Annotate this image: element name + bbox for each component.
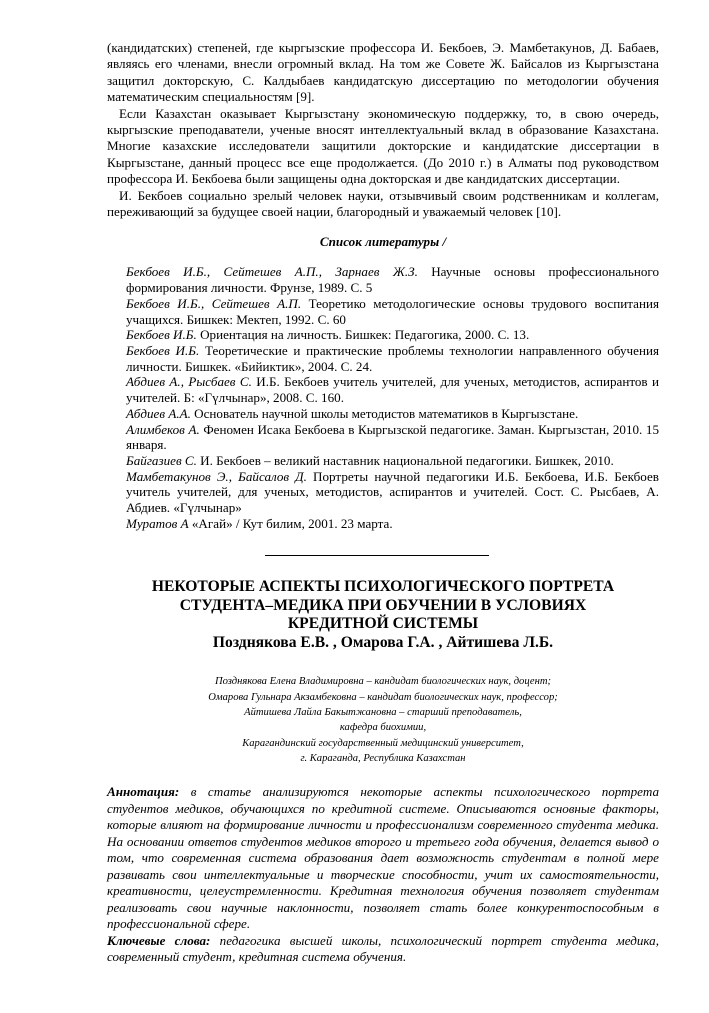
affiliation-line: кафедра биохимии, [339,722,427,734]
reference-author: Бекбоев И.Б., Сейтешев А.П. [126,295,302,311]
affiliation-line: г. Караганда, Республика Казахстан [300,752,466,764]
abstract [107,784,659,933]
reference-author: Бекбоев И.Б. [126,327,197,343]
keywords [107,933,659,966]
reference-text: Научные основы профессионального формирования личности. Фрунзе, 1989. С. 5 [126,264,660,296]
reference-author: Абдиев А., Рысбаев С. [126,374,252,390]
reference-item [126,374,659,405]
reference-author: Алимбеков А. [126,421,200,437]
article-title-line: НЕКОТОРЫЕ АСПЕКТЫ ПСИХОЛОГИЧЕСКОГО ПОРТРЕТА [151,578,615,596]
affiliation-line: Карагандинский государственный медицинский университет, [242,737,524,749]
bibliography-list [107,264,659,531]
article-title-line: КРЕДИТНОЙ СИСТЕМЫ [287,615,479,633]
paragraph-1: (кандидатских) степеней, где кыргызские профессора И. Бекбоев, Э. Мамбетакунов, Д. Бабаев, являясь его членами, внесли огромный вклад. На том же Совете Ж. Байсалов из Кыргызстана защитил докторскую, С. Калдыбаев кандидатскую диссертацию по методологии обучения математическим специальностям [9]. [107,40,659,105]
affiliation-line: Омарова Гульнара Акзамбековна – кандидат биологических наук, профессор; [208,691,558,703]
reference-author: Муратов А [126,515,189,531]
bibliography-title: Список литературы / [319,234,447,250]
article-authors: Позднякова Е.В. , Омарова Г.А. , Айтишева Л.Б. [212,633,554,651]
abstract-text: в статье анализируются некоторые аспекты психологического портрета студентов медиков, обучающихся по кредитной системе. Описываются основные факторы, которые влияют на формирование личности и профессионализм современного студента медика. На основании ответов студентов медиков второго и третьего года обучения, делается вывод о том, что современная система образования дает возможность студентам в полной мере развивать свои интеллектуальные и творческие способности, учит их самостоятельности, креативности, целеустремленности. Кредитная технология обучения позволяет студентам реализовать свои научные наклонности, позволяет стать более конкурентоспособным в профессиональной сфере. [107,784,659,932]
reference-text: Теоретико методологические основы трудового воспитания учащихся. Бишкек: Мектеп, 1992. С. 60 [126,295,659,327]
reference-item [126,453,659,469]
reference-text: Ориентация на личность. Бишкек: Педагогика, 2000. С. 13. [196,327,530,343]
reference-item [126,422,659,453]
reference-item [126,264,659,295]
reference-author: Бекбоев И.Б., Сейтешев А.П., Зарнаев Ж.З. [126,264,418,280]
reference-text: И. Бекбоев – великий наставник национальной педагогики. Бишкек, 2010. [196,452,614,468]
keywords-text: педагогика высшей школы, психологический портрет студента медика, современный студент, кредитная система обучения. [107,932,659,965]
reference-item [126,469,659,516]
abstract-label: Аннотация: [107,784,180,800]
reference-author: Бекбоев И.Б. [126,342,200,358]
reference-item [126,516,659,532]
affiliation-line: Айтишева Лайла Бакытжановна – старший преподаватель, [244,707,522,719]
reference-text: «Агай» / Кут билим, 2001. 23 марта. [188,515,393,531]
reference-text: Феномен Исака Бекбоева в Кыргызской педагогике. Заман. Кыргызстан, 2010. 15 января. [126,421,660,453]
reference-text: Теоретические и практические проблемы технологии направленного обучения личности. Бишкек. «Бийиктик», 2004. С. 24. [126,342,659,374]
paragraph-2: Если Казахстан оказывает Кыргызстану экономическую поддержку, то, в свою очередь, кыргызские преподаватели, ученые вносят интеллектуальный вклад в образование Казахстана. Многие казахские исследователи защитили докторские и кандидатские диссертации в Кыргызстане, данный процесс все еще продолжается. (До 2010 г.) в Алматы под руководством профессора И. Бекбоева были защищены одна докторская и две кандидатских диссертации. [107,105,659,187]
reference-author: Абдиев А.А. [126,405,191,421]
author-affiliations [107,674,659,766]
document-page [107,40,659,966]
section-divider [265,555,489,556]
article-title [107,578,659,634]
paragraph-3: И. Бекбоев социально зрелый человек науки, отзывчивый своим родственникам и коллегам, переживающий за будущее своей нации, благородный и уважаемый человек [10]. [107,187,659,220]
reference-item [126,343,659,374]
keywords-label: Ключевые слова: [107,932,211,948]
reference-item [126,296,659,327]
affiliation-line: Позднякова Елена Владимировна – кандидат биологических наук, доцент; [214,676,552,688]
reference-text: Портреты научной педагогики И.Б. Бекбоева, И.Б. Бекбоев учитель учителей, для ученых, методистов, аспирантов и учителей. Сост. С. Рысбаев, А. Абдиев. «Гүлчынар» [126,468,659,516]
article-title-line: СТУДЕНТА–МЕДИКА ПРИ ОБУЧЕНИИ В УСЛОВИЯХ [179,596,587,614]
reference-author: Мамбетакунов Э., Байсалов Д. [126,468,307,484]
reference-item [126,327,659,343]
reference-item [126,406,659,422]
reference-text: И.Б. Бекбоев учитель учителей, для ученых, методистов, аспирантов и учителей. Б: «Гүлчынар», 2008. С. 160. [126,374,659,406]
reference-author: Байгазиев С. [126,452,197,468]
reference-text: Основатель научной школы методистов математиков в Кыргызстане. [190,405,579,421]
